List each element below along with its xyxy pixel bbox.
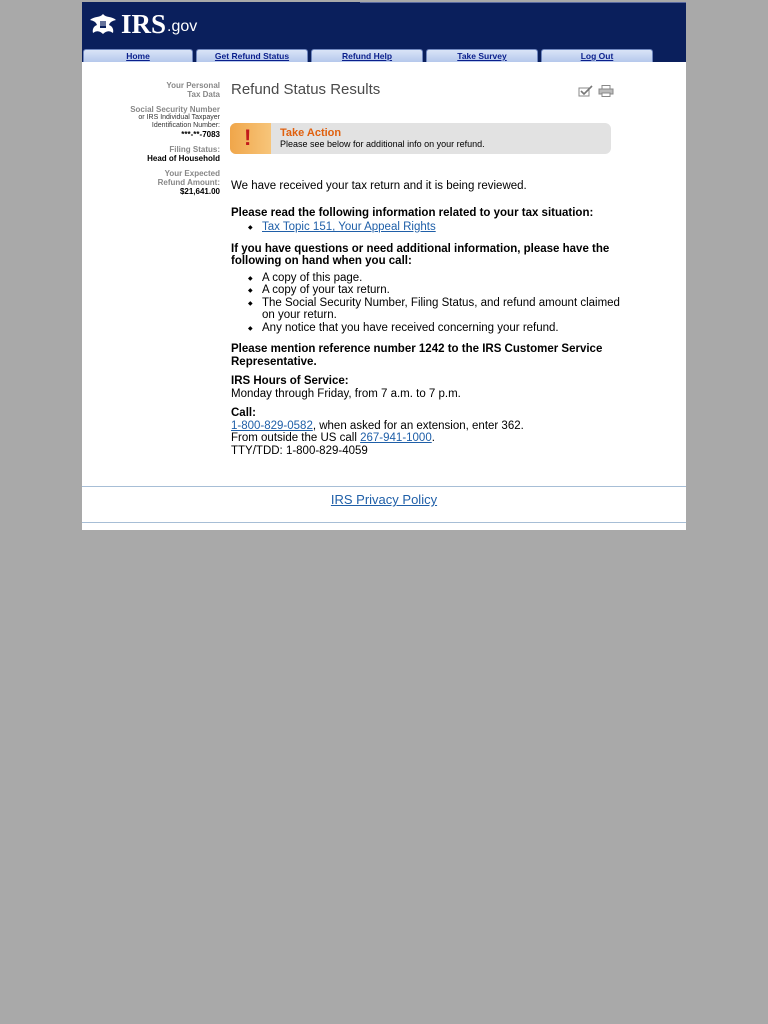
phone-main-line: 1-800-829-0582, when asked for an extension, enter 362.: [231, 419, 524, 432]
phone-outside-line: From outside the US call 267-941-1000.: [231, 432, 435, 444]
irs-logo[interactable]: [88, 10, 197, 38]
privacy-policy-link[interactable]: IRS Privacy Policy: [330, 492, 438, 507]
reference-paragraph: Please mention reference number 1242 to the IRS Customer Service Representative.: [231, 343, 603, 368]
received-message: We have received your tax return and it is being reviewed.: [231, 180, 527, 192]
main-nav: [83, 49, 656, 62]
logo-gov-text: .gov: [167, 18, 198, 35]
list-item: ◆ The Social Security Number, Filing Status, and refund amount claimed on your return.: [262, 297, 621, 322]
refund-label-1: Your Expected: [164, 169, 220, 178]
page-title: Refund Status Results: [231, 81, 381, 98]
filing-status-label: Filing Status:: [169, 145, 220, 154]
hours-text: Monday through Friday, from 7 a.m. to 7 p.m.: [231, 387, 461, 400]
logo-irs-text: IRS: [121, 9, 167, 39]
warning-icon: !: [230, 123, 271, 154]
list-item: ◆ A copy of your tax return.: [262, 284, 621, 297]
tax-topic-link[interactable]: Tax Topic 151, Your Appeal Rights: [262, 221, 436, 233]
refund-label-2: Refund Amount:: [157, 178, 220, 187]
checkmark-icon[interactable]: [578, 84, 594, 102]
ssn-value: ***-**-7083: [181, 130, 220, 139]
nav-get-refund-status[interactable]: Get Refund Status: [196, 49, 308, 62]
privacy-policy-container: [82, 492, 686, 507]
footer-divider-bottom: [82, 522, 686, 523]
alert-text: Please see below for additional info on your refund.: [280, 139, 485, 149]
reference-number: 1242: [418, 343, 445, 355]
take-action-alert: [230, 123, 611, 154]
nav-refund-help[interactable]: Refund Help: [311, 49, 423, 62]
tty-line: TTY/TDD: 1-800-829-4059: [231, 444, 368, 457]
nav-log-out[interactable]: Log Out: [541, 49, 653, 62]
phone-main-link[interactable]: 1-800-829-0582: [231, 419, 313, 432]
page-tools: [578, 84, 614, 102]
header-divider: [360, 2, 686, 3]
itin-label-2: Identification Number:: [151, 122, 220, 129]
header-banner: [82, 2, 686, 62]
list-item: ◆ Any notice that you have received concerning your refund.: [262, 322, 621, 335]
read-info-heading: Please read the following information related to your tax situation:: [231, 206, 594, 219]
nav-home[interactable]: Home: [83, 49, 193, 62]
refund-amount-value: $21,641.00: [179, 187, 220, 196]
page-container: [82, 2, 686, 530]
itin-label-1: or IRS Individual Taxpayer: [138, 114, 220, 121]
personal-label-1: Your Personal: [166, 81, 220, 90]
list-item: ◆ A copy of this page.: [262, 272, 621, 285]
refund-status-content: [231, 180, 621, 457]
eagle-icon: [88, 12, 118, 36]
personal-label-2: Tax Data: [187, 90, 220, 99]
personal-tax-data-sidebar: [82, 81, 220, 196]
call-title: Call:: [231, 407, 256, 419]
checklist: [231, 272, 621, 335]
ssn-label: Social Security Number: [130, 105, 220, 114]
phone-outside-link[interactable]: 267-941-1000: [360, 432, 432, 444]
info-list: [231, 221, 621, 234]
hours-title: IRS Hours of Service:: [231, 375, 349, 387]
footer-divider-top: [82, 486, 686, 487]
nav-take-survey[interactable]: Take Survey: [426, 49, 538, 62]
filing-status-value: Head of Household: [147, 154, 220, 163]
print-icon[interactable]: [598, 84, 614, 102]
questions-heading: If you have questions or need additional information, please have the following on hand when you call:: [231, 242, 610, 267]
alert-title: Take Action: [280, 127, 342, 139]
